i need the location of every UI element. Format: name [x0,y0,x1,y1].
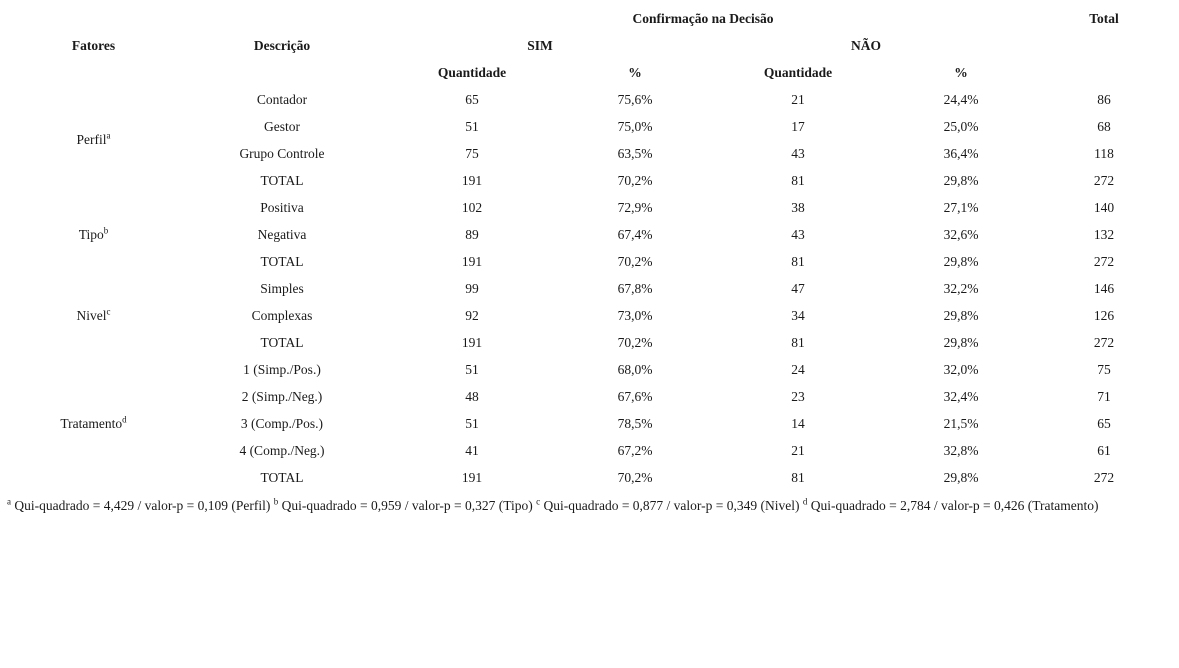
total-cell: 61 [1097,442,1111,458]
factor-cell [0,194,187,275]
sim-quantidade-cell: 191 [461,334,483,350]
descricao-cell: 1 (Simp./Pos.) [243,361,321,377]
nao-pct-cell: 32,0% [943,361,979,377]
footnote-chi-square [7,498,1099,514]
footnote-text: Qui-quadrado = 0,877 / valor-p = 0,349 (Nivel) [543,498,800,513]
descricao-cell: TOTAL [260,253,304,269]
sim-pct-cell: 70,2% [617,253,653,269]
header-total: Total [1089,10,1119,26]
sim-pct-cell: 67,2% [617,442,653,458]
sim-pct-cell: 78,5% [617,415,653,431]
factor-footnote-marker: d [122,414,127,424]
descricao-cell: Positiva [260,199,304,215]
total-cell: 146 [1093,280,1115,296]
factor-label: Tipo [78,226,104,242]
results-table [0,5,1179,491]
sim-pct-cell: 68,0% [617,361,653,377]
nao-pct-cell: 29,8% [943,253,979,269]
sim-quantidade-cell: 191 [461,172,483,188]
descricao-cell: Contador [256,91,308,107]
nao-pct-cell: 32,6% [943,226,979,242]
table-row [0,356,1179,383]
total-cell: 272 [1093,253,1115,269]
descricao-cell: 4 (Comp./Neg.) [239,442,325,458]
descricao-cell: TOTAL [260,469,304,485]
footnote-marker: a [7,496,11,507]
descricao-cell: Gestor [264,118,300,134]
total-cell: 132 [1093,226,1115,242]
nao-quantidade-cell: 81 [791,253,805,269]
sim-quantidade-cell: 51 [465,118,479,134]
total-cell: 272 [1093,334,1115,350]
nao-quantidade-cell: 81 [791,172,805,188]
nao-quantidade-cell: 21 [791,91,805,107]
header-nao-quantidade: Quantidade [763,64,833,80]
sim-quantidade-cell: 89 [465,226,479,242]
nao-quantidade-cell: 17 [791,118,805,134]
nao-pct-cell: 32,2% [943,280,979,296]
factor-label: Tratamento [60,415,123,431]
descricao-cell: TOTAL [260,334,304,350]
total-cell: 71 [1097,388,1111,404]
nao-quantidade-cell: 47 [791,280,805,296]
nao-quantidade-cell: 21 [791,442,805,458]
descricao-cell: 3 (Comp./Pos.) [240,415,324,431]
nao-quantidade-cell: 81 [791,469,805,485]
sim-pct-cell: 75,6% [617,91,653,107]
nao-pct-cell: 32,4% [943,388,979,404]
descricao-cell: 2 (Simp./Neg.) [241,388,323,404]
sim-quantidade-cell: 65 [465,91,479,107]
sim-pct-cell: 70,2% [617,334,653,350]
header-row-3 [0,59,1179,86]
footnote-marker: d [802,496,808,507]
total-cell: 126 [1093,307,1115,323]
sim-quantidade-cell: 191 [461,253,483,269]
total-cell: 75 [1097,361,1111,377]
header-row-2 [0,32,1179,59]
descricao-cell: Negativa [257,226,307,242]
factor-cell [0,356,187,491]
sim-quantidade-cell: 41 [465,442,479,458]
sim-quantidade-cell: 51 [465,361,479,377]
total-cell: 272 [1093,172,1115,188]
nao-pct-cell: 29,8% [943,307,979,323]
group-header-confirmacao: Confirmação na Decisão [632,10,774,26]
footnote-text: Qui-quadrado = 4,429 / valor-p = 0,109 (Perfil) [14,498,271,513]
footnote-marker: c [536,496,541,507]
sim-pct-cell: 63,5% [617,145,653,161]
descricao-cell: Simples [260,280,304,296]
nao-pct-cell: 24,4% [943,91,979,107]
sim-pct-cell: 75,0% [617,118,653,134]
sim-quantidade-cell: 75 [465,145,479,161]
header-nao-pct: % [954,64,968,80]
total-cell: 272 [1093,469,1115,485]
descricao-cell: Complexas [251,307,313,323]
footnote-text: Qui-quadrado = 0,959 / valor-p = 0,327 (Tipo) [281,498,533,513]
sim-quantidade-cell: 48 [465,388,479,404]
footnote-marker: b [273,496,279,507]
descricao-cell: TOTAL [260,172,304,188]
nao-quantidade-cell: 14 [791,415,805,431]
footnote-text: Qui-quadrado = 2,784 / valor-p = 0,426 (Tratamento) [810,498,1099,513]
header-row-1 [0,5,1179,32]
sim-quantidade-cell: 51 [465,415,479,431]
nao-pct-cell: 36,4% [943,145,979,161]
header-fatores: Fatores [71,37,116,53]
factor-cell [0,275,187,356]
nao-quantidade-cell: 43 [791,145,805,161]
sim-quantidade-cell: 191 [461,469,483,485]
table-row [0,275,1179,302]
sim-quantidade-cell: 102 [461,199,483,215]
nao-pct-cell: 29,8% [943,172,979,188]
nao-quantidade-cell: 43 [791,226,805,242]
table-row [0,194,1179,221]
nao-quantidade-cell: 34 [791,307,805,323]
sim-quantidade-cell: 99 [465,280,479,296]
nao-pct-cell: 25,0% [943,118,979,134]
sim-pct-cell: 70,2% [617,469,653,485]
sim-pct-cell: 72,9% [617,199,653,215]
header-sim-pct: % [628,64,642,80]
sim-pct-cell: 67,8% [617,280,653,296]
nao-quantidade-cell: 81 [791,334,805,350]
nao-pct-cell: 29,8% [943,469,979,485]
table-body [0,86,1179,491]
sim-pct-cell: 73,0% [617,307,653,323]
nao-quantidade-cell: 23 [791,388,805,404]
total-cell: 65 [1097,415,1111,431]
sim-quantidade-cell: 92 [465,307,479,323]
header-nao: NÃO [851,37,882,53]
total-cell: 118 [1094,145,1114,161]
factor-footnote-marker: b [103,225,109,235]
factor-cell [0,86,187,194]
total-cell: 140 [1093,199,1115,215]
nao-pct-cell: 29,8% [943,334,979,350]
table-header [0,5,1179,86]
total-cell: 86 [1097,91,1111,107]
table-row [0,86,1179,113]
sim-pct-cell: 67,6% [617,388,653,404]
nao-pct-cell: 21,5% [943,415,979,431]
header-sim: SIM [527,37,553,53]
sim-pct-cell: 70,2% [617,172,653,188]
total-cell: 68 [1097,118,1111,134]
header-descricao: Descrição [253,37,311,53]
factor-label: Perfil [76,132,107,147]
nao-pct-cell: 32,8% [943,442,979,458]
factor-footnote-marker: a [106,130,111,141]
sim-pct-cell: 67,4% [617,226,653,242]
factor-label: Nivel [76,307,107,323]
nao-quantidade-cell: 24 [791,361,805,377]
nao-pct-cell: 27,1% [943,199,979,215]
header-sim-quantidade: Quantidade [437,64,507,80]
nao-quantidade-cell: 38 [791,199,805,215]
descricao-cell: Grupo Controle [239,145,325,161]
factor-footnote-marker: c [106,306,111,316]
